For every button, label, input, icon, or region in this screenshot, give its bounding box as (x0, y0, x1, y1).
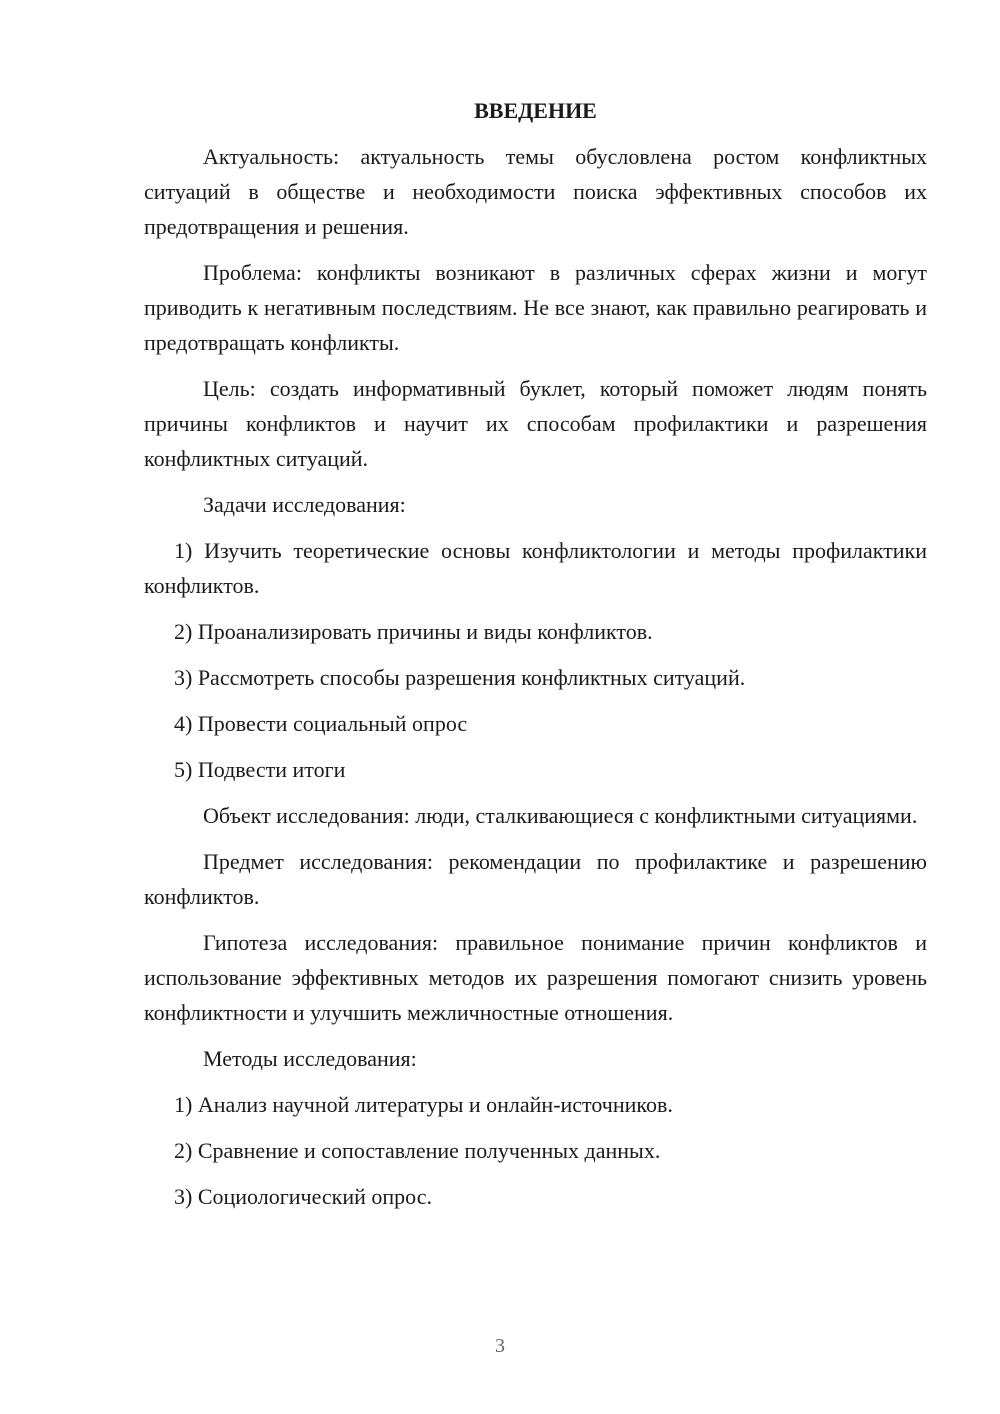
tasks-heading: Задачи исследования: (203, 492, 406, 517)
method-item: 1) Анализ научной литературы и онлайн-источников. (174, 1092, 673, 1117)
method-item: 3) Социологический опрос. (174, 1184, 432, 1209)
methods-list (144, 1087, 927, 1214)
problem-paragraph: Проблема: конфликты возникают в различных сферах жизни и могут приводить к негативным последствиям. Не все знают, как правильно реагировать и предотвращать конфликты. (144, 260, 927, 355)
page-content (144, 94, 927, 1225)
section-title: ВВЕДЕНИЕ (474, 98, 597, 123)
task-item: 4) Провести социальный опрос (174, 711, 468, 736)
page-number: 3 (495, 1335, 505, 1357)
method-item: 2) Сравнение и сопоставление полученных данных. (174, 1138, 661, 1163)
subject-paragraph: Предмет исследования: рекомендации по профилактике и разрешению конфликтов. (144, 849, 927, 909)
hypothesis-paragraph: Гипотеза исследования: правильное понимание причин конфликтов и использование эффективных методов их разрешения помогают снизить уровень конфликтности и улучшить межличностные отношения. (144, 930, 927, 1025)
task-item: 1) Изучить теоретические основы конфликтологии и методы профилактики конфликтов. (144, 538, 927, 598)
relevance-paragraph: Актуальность: актуальность темы обусловлена ростом конфликтных ситуаций в обществе и необходимости поиска эффективных способов их предотвращения и решения. (144, 144, 927, 239)
task-item: 5) Подвести итоги (174, 757, 346, 782)
object-paragraph: Объект исследования: люди, сталкивающиеся с конфликтными ситуациями. (203, 803, 918, 828)
goal-paragraph: Цель: создать информативный буклет, который поможет людям понять причины конфликтов и научит их способам профилактики и разрешения конфликтных ситуаций. (144, 376, 927, 471)
methods-heading: Методы исследования: (203, 1046, 417, 1071)
tasks-list (144, 533, 927, 787)
task-item: 3) Рассмотреть способы разрешения конфликтных ситуаций. (174, 665, 746, 690)
task-item: 2) Проанализировать причины и виды конфликтов. (174, 619, 653, 644)
